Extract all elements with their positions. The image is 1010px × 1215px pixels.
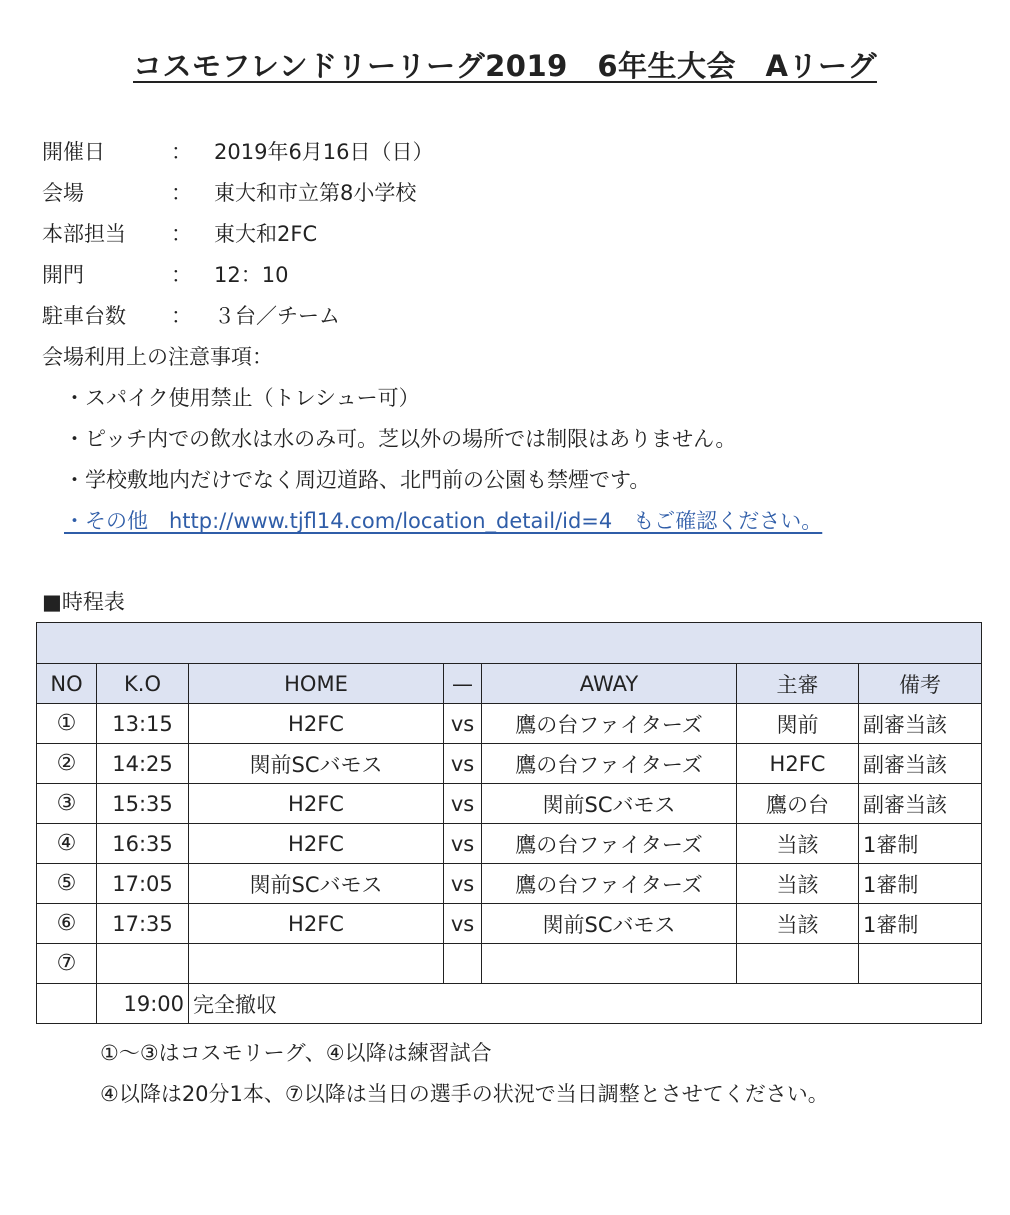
info-colon: ：	[171, 263, 192, 287]
vs-cell: vs	[444, 824, 482, 864]
table-header-row	[37, 664, 982, 704]
kickoff-time: 15:35	[97, 784, 189, 824]
vs-cell: vs	[444, 864, 482, 904]
table-row	[37, 784, 982, 824]
remarks: 1審制	[859, 864, 982, 904]
header-no: NO	[37, 664, 97, 704]
note-item: ・スパイク使用禁止（トレシュー可）	[64, 386, 420, 410]
header-away: AWAY	[482, 664, 737, 704]
home-team: H2FC	[189, 904, 444, 944]
vs-cell: vs	[444, 784, 482, 824]
vs-cell: vs	[444, 744, 482, 784]
home-team: 関前SCバモス	[189, 864, 444, 904]
home-team: 関前SCバモス	[189, 744, 444, 784]
page-title-text: コスモフレンドリーリーグ2019 6年生大会 Aリーグ	[133, 49, 877, 83]
referee: 当該	[737, 904, 859, 944]
remarks: 副審当該	[859, 704, 982, 744]
away-team: 鷹の台ファイターズ	[482, 824, 737, 864]
final-text: 完全撤収	[189, 984, 982, 1024]
referee: 当該	[737, 824, 859, 864]
info-label: 駐車台数	[42, 304, 126, 328]
referee: 当該	[737, 864, 859, 904]
vs-cell: vs	[444, 704, 482, 744]
info-colon: ：	[171, 181, 192, 205]
note-item: ・ピッチ内での飲水は水のみ可。芝以外の場所では制限はありません。	[64, 427, 737, 451]
info-label: 会場	[42, 181, 84, 205]
home-team: H2FC	[189, 784, 444, 824]
remarks: 1審制	[859, 824, 982, 864]
page-title	[0, 44, 1010, 85]
footnotes	[100, 1033, 829, 1115]
note-link-row	[42, 501, 822, 542]
away-team: 関前SCバモス	[482, 784, 737, 824]
table-banner	[37, 623, 982, 664]
kickoff-time: 17:35	[97, 904, 189, 944]
info-value: ３台／チーム	[214, 304, 340, 328]
table-row	[37, 864, 982, 904]
kickoff-time: 16:35	[97, 824, 189, 864]
away-team: 鷹の台ファイターズ	[482, 744, 737, 784]
away-team: 関前SCバモス	[482, 904, 737, 944]
home-team: H2FC	[189, 704, 444, 744]
final-empty-cell	[37, 984, 97, 1024]
footnote: ①〜③はコスモリーグ、④以降は練習試合	[100, 1041, 492, 1065]
schedule-table	[36, 622, 982, 1024]
match-no: ④	[37, 824, 97, 864]
match-no: ⑥	[37, 904, 97, 944]
kickoff-time: 17:05	[97, 864, 189, 904]
header-separator: —	[444, 664, 482, 704]
referee: H2FC	[737, 744, 859, 784]
header-ko: K.O	[97, 664, 189, 704]
table-row	[37, 824, 982, 864]
info-colon: ：	[171, 304, 192, 328]
table-row	[37, 704, 982, 744]
info-label: 本部担当	[42, 222, 126, 246]
remarks	[859, 944, 982, 984]
footnote: ④以降は20分1本、⑦以降は当日の選手の状況で当日調整とさせてください。	[100, 1082, 829, 1106]
referee	[737, 944, 859, 984]
table-row	[37, 904, 982, 944]
venue-notes	[42, 337, 822, 542]
final-time: 19:00	[97, 984, 189, 1024]
kickoff-time	[97, 944, 189, 984]
home-team: H2FC	[189, 824, 444, 864]
away-team	[482, 944, 737, 984]
match-no: ⑤	[37, 864, 97, 904]
away-team: 鷹の台ファイターズ	[482, 864, 737, 904]
info-value: 東大和市立第8小学校	[214, 181, 417, 205]
header-referee: 主審	[737, 664, 859, 704]
vs-cell: vs	[444, 904, 482, 944]
remarks: 副審当該	[859, 784, 982, 824]
schedule-label: ■時程表	[42, 590, 125, 614]
home-team	[189, 944, 444, 984]
notes-heading: 会場利用上の注意事項：	[42, 345, 273, 369]
table-banner-row	[37, 623, 982, 664]
header-remarks: 備考	[859, 664, 982, 704]
info-value: 12：10	[214, 263, 289, 287]
table-row-final	[37, 984, 982, 1024]
info-colon: ：	[171, 222, 192, 246]
table-row	[37, 744, 982, 784]
remarks: 1審制	[859, 904, 982, 944]
note-item: ・学校敷地内だけでなく周辺道路、北門前の公園も禁煙です。	[64, 468, 651, 492]
referee: 鷹の台	[737, 784, 859, 824]
info-value: 2019年6月16日（日）	[214, 140, 434, 164]
match-no: ⑦	[37, 944, 97, 984]
remarks: 副審当該	[859, 744, 982, 784]
match-no: ③	[37, 784, 97, 824]
match-no: ①	[37, 704, 97, 744]
referee: 関前	[737, 704, 859, 744]
away-team: 鷹の台ファイターズ	[482, 704, 737, 744]
kickoff-time: 13:15	[97, 704, 189, 744]
vs-cell	[444, 944, 482, 984]
info-colon: ：	[171, 140, 192, 164]
kickoff-time: 14:25	[97, 744, 189, 784]
info-label: 開門	[42, 263, 84, 287]
info-value: 東大和2FC	[214, 222, 318, 246]
header-home: HOME	[189, 664, 444, 704]
table-row	[37, 944, 982, 984]
match-no: ②	[37, 744, 97, 784]
info-label: 開催日	[42, 140, 105, 164]
location-detail-link[interactable]: ・その他 http://www.tjfl14.com/location_detail/id=4 もご確認ください。	[64, 509, 823, 533]
